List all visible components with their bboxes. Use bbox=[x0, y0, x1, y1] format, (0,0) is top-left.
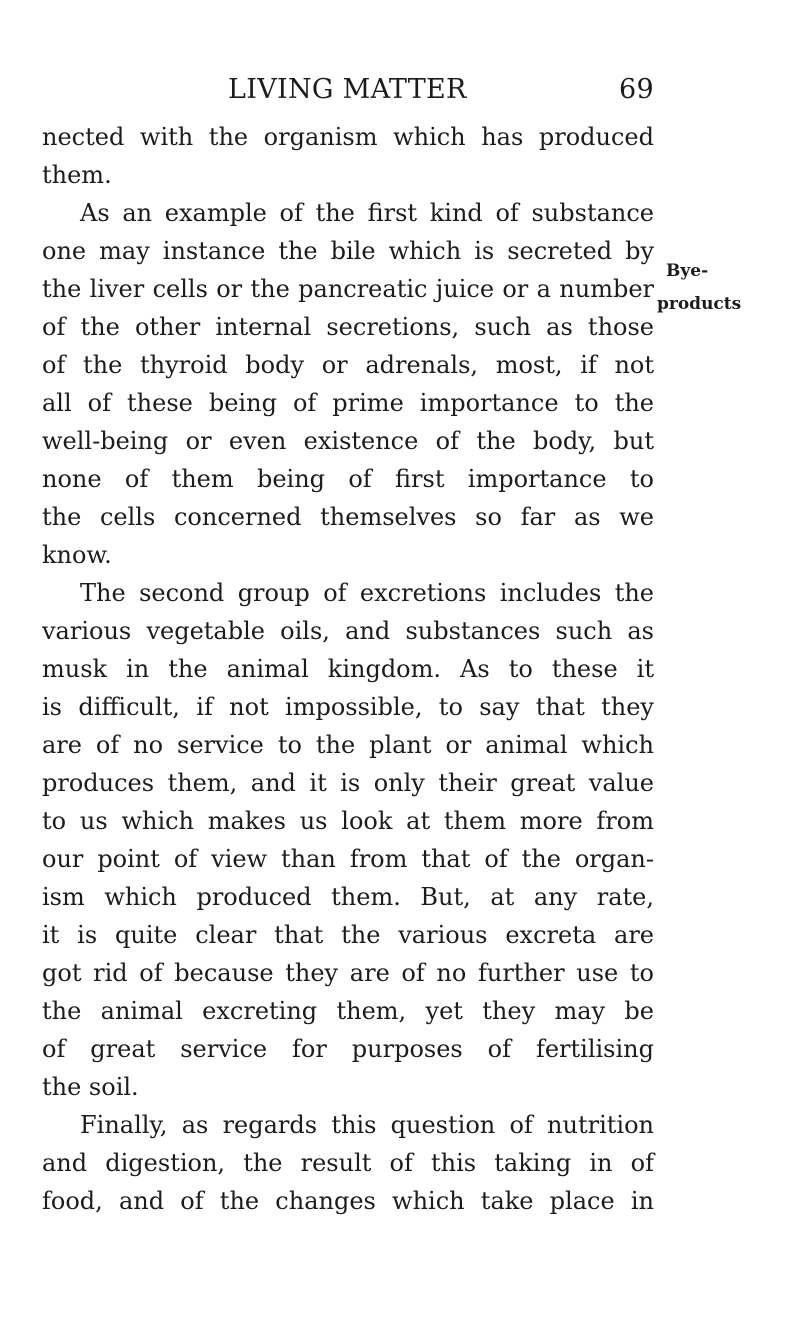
text-line: produces them, and it is only their great value bbox=[42, 769, 654, 797]
text-line: know. bbox=[42, 541, 112, 569]
text-line: it is quite clear that the various excreta are bbox=[42, 921, 654, 949]
running-title: LIVING MATTER bbox=[228, 74, 467, 105]
text-line: the cells concerned themselves so far as we bbox=[42, 503, 654, 531]
text-line: food, and of the changes which take place in bbox=[42, 1187, 654, 1215]
page-number: 69 bbox=[619, 74, 654, 105]
text-line: nected with the organism which has produced bbox=[42, 123, 654, 151]
text-line: The second group of excretions includes the bbox=[80, 579, 654, 607]
text-line: Finally, as regards this question of nutrition bbox=[80, 1111, 654, 1139]
text-line: the soil. bbox=[42, 1073, 139, 1101]
text-line: all of these being of prime importance to the bbox=[42, 389, 654, 417]
text-line: ism which produced them. But, at any rate, bbox=[42, 883, 654, 911]
text-line: As an example of the first kind of substance bbox=[80, 199, 654, 227]
margin-note-line-1: Bye- bbox=[666, 261, 709, 281]
text-line: them. bbox=[42, 161, 112, 189]
text-line: of the thyroid body or adrenals, most, if not bbox=[42, 351, 654, 379]
text-line: one may instance the bile which is secreted by bbox=[42, 237, 654, 265]
text-line: is difficult, if not impossible, to say that they bbox=[42, 693, 654, 721]
text-line: got rid of because they are of no further use to bbox=[42, 959, 654, 987]
text-line: of great service for purposes of fertilising bbox=[42, 1035, 654, 1063]
margin-note-line-2: products bbox=[657, 294, 742, 314]
text-line: various vegetable oils, and substances such as bbox=[42, 617, 654, 645]
text-line: to us which makes us look at them more from bbox=[42, 807, 654, 835]
text-line: our point of view than from that of the organ- bbox=[42, 845, 654, 873]
text-line: the animal excreting them, yet they may be bbox=[42, 997, 654, 1025]
text-line: and digestion, the result of this taking in of bbox=[42, 1149, 654, 1177]
text-line: musk in the animal kingdom. As to these it bbox=[42, 655, 654, 683]
page-header bbox=[42, 74, 654, 110]
text-line: well-being or even existence of the body, but bbox=[42, 427, 654, 455]
text-line: none of them being of first importance to bbox=[42, 465, 654, 493]
text-line: the liver cells or the pancreatic juice or a number bbox=[42, 275, 654, 303]
text-line: of the other internal secretions, such as those bbox=[42, 313, 654, 341]
text-line: are of no service to the plant or animal which bbox=[42, 731, 654, 759]
body-text bbox=[42, 118, 654, 1220]
